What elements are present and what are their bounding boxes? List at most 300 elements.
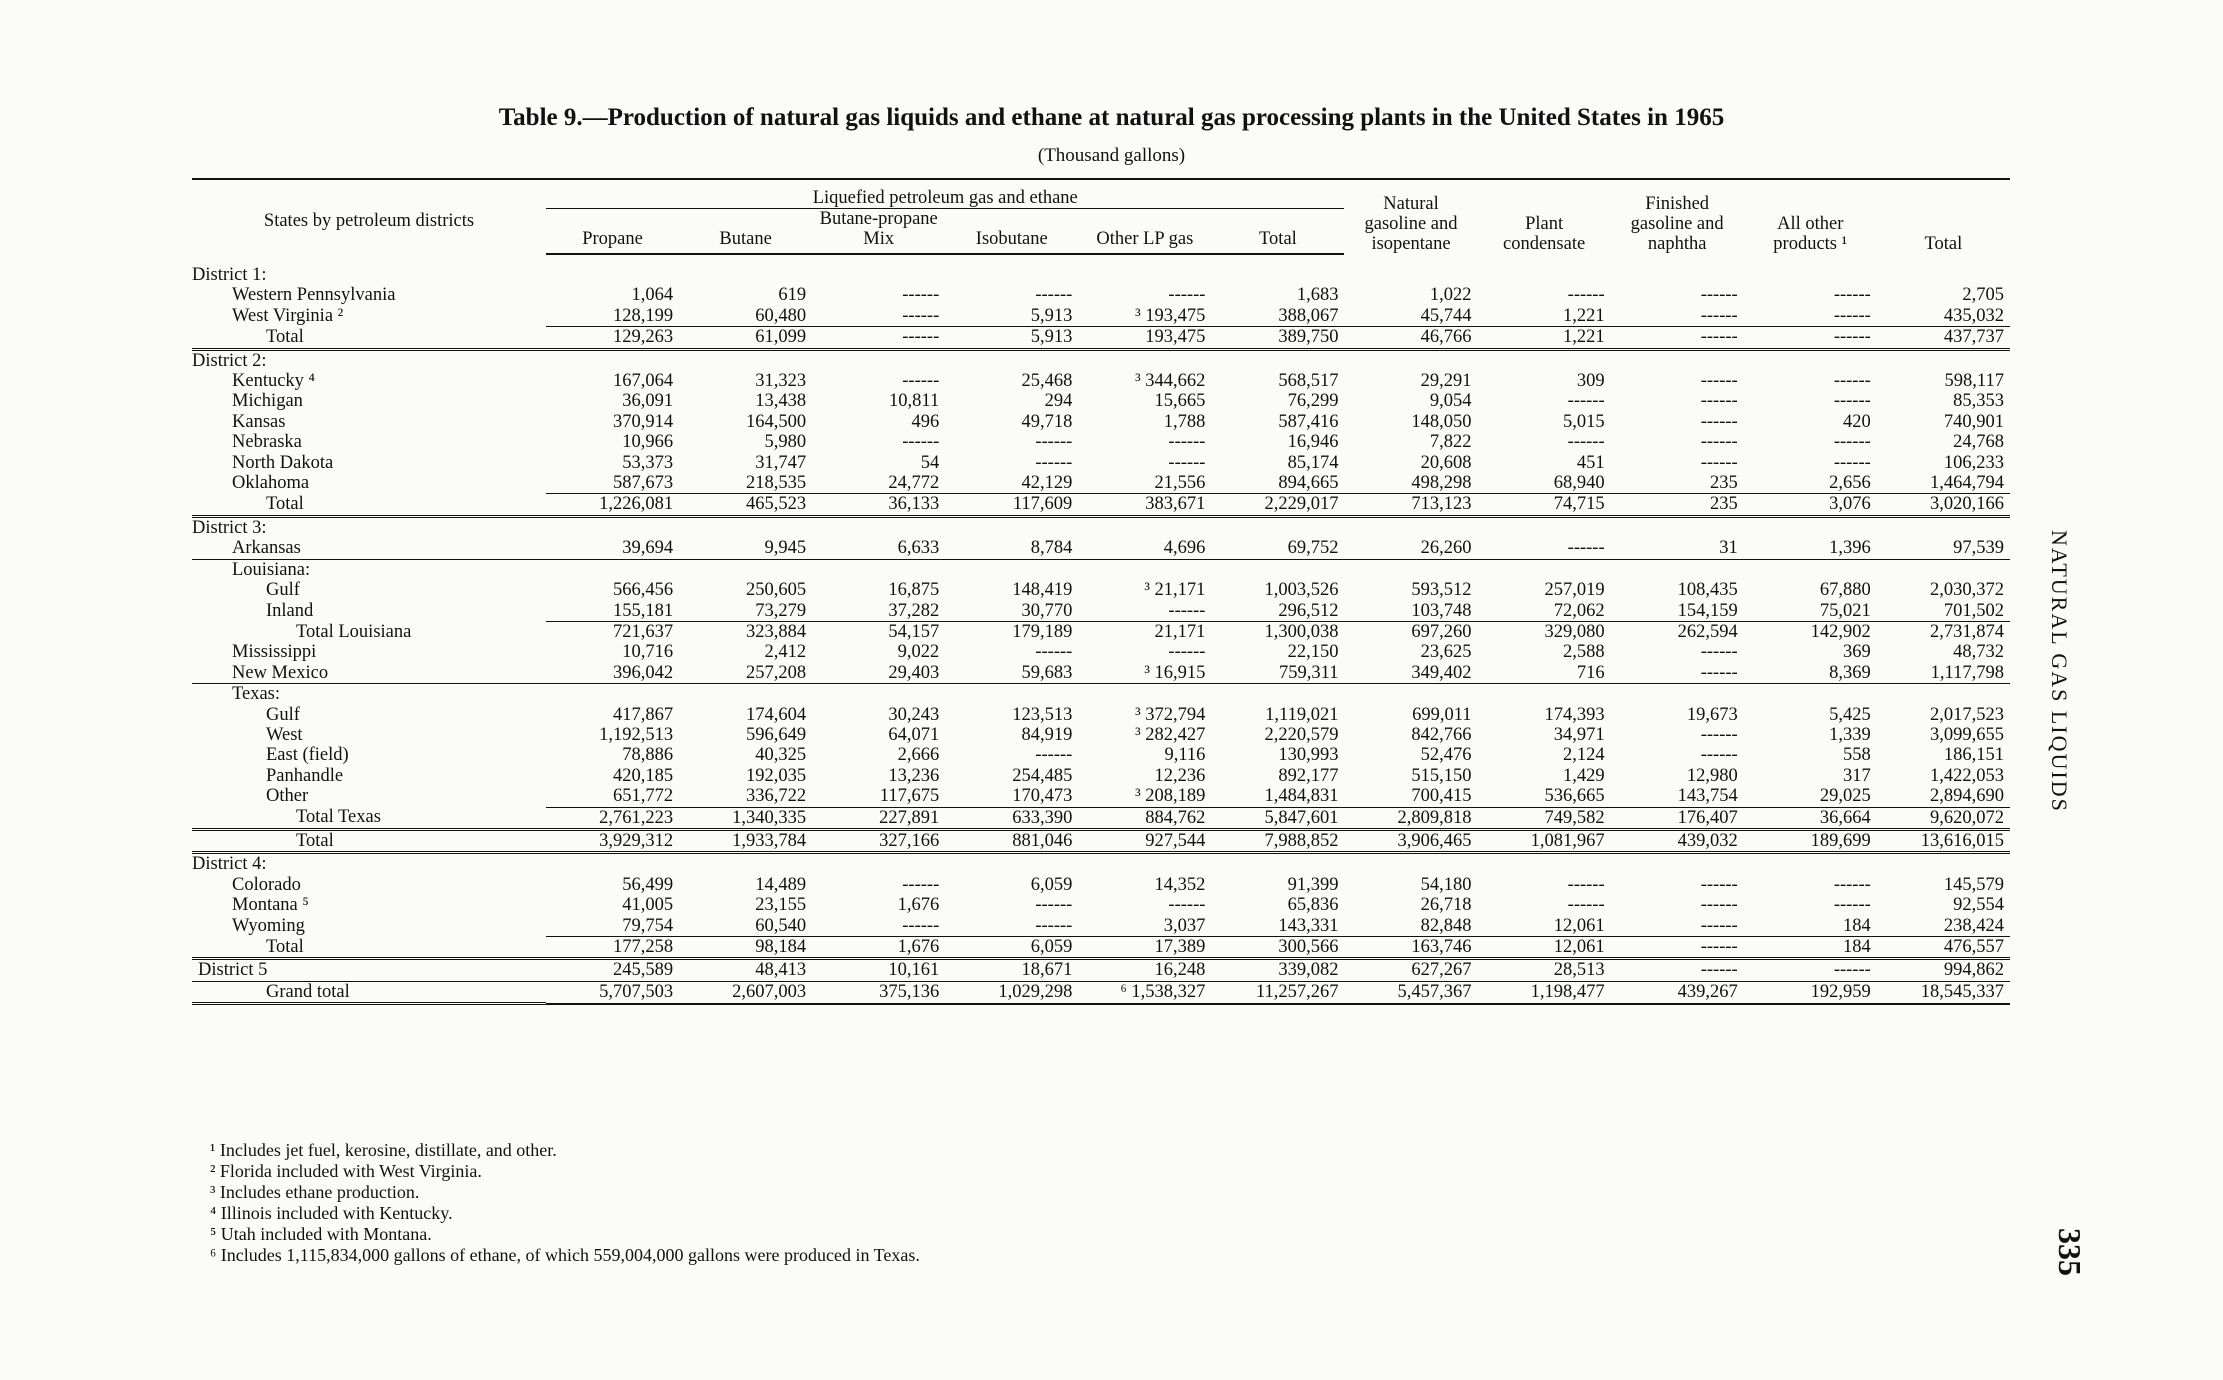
table-title: Table 9.—Production of natural gas liquids and ethane at natural gas processing plants in the United States in 1965: [498, 104, 1725, 131]
table-cell: 2,705: [1962, 285, 2004, 306]
table-cell: [1744, 265, 1877, 285]
table-cell: [1478, 349, 1611, 371]
table-cell: [679, 853, 812, 875]
table-cell: 2,229,017: [1211, 494, 1344, 516]
table-cell: 174,393: [1544, 704, 1605, 725]
header-natural-gasoline: Natural gasoline and isopentane: [1364, 194, 1458, 254]
table-row: [192, 959, 2010, 981]
table-cell: 235: [1611, 494, 1744, 516]
row-label: Gulf: [266, 704, 300, 725]
table-cell: 67,880: [1819, 580, 1871, 601]
header-plant-condensate: Plant condensate: [1502, 214, 1586, 254]
table-cell: 26,260: [1344, 538, 1477, 559]
table-cell: 98,184: [679, 937, 812, 959]
table-cell: [812, 516, 945, 538]
table-cell: ------: [902, 915, 940, 936]
table-cell: ------: [1611, 937, 1744, 959]
table-cell: [546, 684, 679, 705]
table-row: [192, 853, 2010, 875]
table-row: [192, 473, 2010, 494]
table-cell: [1078, 684, 1211, 705]
table-row: [192, 916, 2010, 937]
table-cell: [1078, 559, 1211, 580]
table-cell: [1744, 516, 1877, 538]
table-cell: 262,594: [1611, 621, 1744, 642]
table-row: [192, 306, 2010, 327]
header-lpg-total: Total: [1211, 209, 1344, 255]
table-cell: 8,369: [1744, 663, 1877, 684]
table-cell: 627,267: [1344, 959, 1477, 981]
table-cell: 1,029,298: [945, 981, 1078, 1003]
row-label: Total: [192, 327, 546, 349]
table-cell: [1877, 853, 2010, 875]
table-cell: 148,050: [1411, 411, 1472, 432]
table-cell: 5,015: [1563, 411, 1605, 432]
table-row: [192, 327, 2010, 349]
table-cell: 476,557: [1877, 937, 2010, 959]
table-cell: 2,412: [764, 642, 807, 663]
table-cell: 25,468: [1021, 371, 1073, 392]
table-cell: 1,464,794: [1930, 473, 2004, 494]
table-cell: 10,966: [622, 432, 674, 453]
table-cell: [1877, 265, 2010, 285]
table-row: [192, 705, 2010, 725]
table-row: [192, 684, 2010, 705]
table-cell: 227,891: [812, 807, 945, 829]
row-label: District 2:: [192, 350, 267, 371]
table-cell: 29,403: [812, 663, 945, 684]
row-label: East (field): [266, 745, 349, 766]
row-label: Kentucky ⁴: [232, 371, 315, 392]
table-cell: 5,707,503: [546, 981, 679, 1003]
table-cell: 2,030,372: [1930, 580, 2004, 601]
table-cell: 713,123: [1344, 494, 1477, 516]
table-cell: ------: [902, 432, 940, 453]
table-cell: 85,353: [1953, 391, 2004, 412]
table-cell: 60,540: [755, 915, 807, 936]
row-label: Colorado: [232, 874, 301, 895]
table-cell: 496: [911, 411, 940, 432]
table-cell: 54,157: [812, 621, 945, 642]
table-cell: 53,373: [622, 452, 674, 473]
table-cell: 9,054: [1429, 391, 1472, 412]
table-cell: ------: [902, 874, 940, 895]
table-cell: 396,042: [546, 663, 679, 684]
table-cell: [679, 265, 812, 285]
table-cell: [1344, 853, 1477, 875]
table-cell: 79,754: [622, 915, 674, 936]
header-finished-gasoline: Finished gasoline and naphtha: [1630, 194, 1724, 254]
table-cell: 1,221: [1478, 327, 1611, 349]
table-cell: 12,061: [1553, 915, 1605, 936]
table-cell: [1344, 684, 1477, 705]
row-label: District 5: [192, 959, 546, 981]
table-cell: 336,722: [746, 786, 807, 807]
row-label: District 4:: [192, 854, 267, 875]
header-butane: Butane: [679, 209, 812, 255]
row-label: Total Louisiana: [296, 621, 412, 642]
row-label: Total: [192, 829, 546, 852]
table-cell: 5,425: [1829, 704, 1871, 725]
table-cell: 1,340,335: [679, 807, 812, 829]
table-cell: 323,884: [679, 621, 812, 642]
table-cell: 536,665: [1544, 786, 1605, 807]
footnotes: [210, 1140, 920, 1266]
table-cell: 84,919: [1021, 724, 1073, 745]
table-cell: [1744, 349, 1877, 371]
table-cell: [945, 559, 1078, 580]
table-cell: 60,480: [755, 305, 807, 326]
table-cell: 10,161: [812, 959, 945, 981]
table-cell: 54: [920, 452, 940, 473]
table-cell: 587,673: [612, 473, 674, 494]
table-cell: [1611, 349, 1744, 371]
table-cell: 59,683: [945, 663, 1078, 684]
table-cell: 749,582: [1478, 807, 1611, 829]
row-label: Mississippi: [232, 642, 317, 663]
row-label: Western Pennsylvania: [232, 285, 396, 306]
table-cell: [1344, 516, 1477, 538]
table-cell: 1,396: [1744, 538, 1877, 559]
footnote-6: ⁶ Includes 1,115,834,000 gallons of ethane, of which 559,004,000 gallons were produced in Texas.: [210, 1245, 920, 1265]
table-row: [192, 663, 2010, 684]
table-cell: [1344, 559, 1477, 580]
table-body: [192, 265, 2010, 1004]
table-cell: ------: [1035, 642, 1073, 663]
table-cell: 1,422,053: [1930, 765, 2004, 786]
table-cell: [812, 684, 945, 705]
table-cell: 117,675: [879, 786, 940, 807]
table-row: [192, 937, 2010, 959]
table-cell: [1611, 516, 1744, 538]
table-cell: 17,389: [1078, 937, 1211, 959]
table-row: [192, 453, 2010, 473]
table-cell: 148,419: [1012, 580, 1073, 601]
table-row: [192, 285, 2010, 305]
table-cell: ------: [1700, 895, 1738, 916]
table-cell: 12,061: [1478, 937, 1611, 959]
table-row: [192, 538, 2010, 559]
table-cell: 884,762: [1078, 807, 1211, 829]
row-label: North Dakota: [232, 452, 334, 473]
table-cell: 143,331: [1278, 915, 1339, 936]
table-cell: 154,159: [1677, 600, 1738, 621]
table-row: [192, 391, 2010, 411]
table-cell: 12,980: [1686, 765, 1738, 786]
table-cell: ------: [1567, 432, 1605, 453]
table-cell: 76,299: [1287, 391, 1339, 412]
table-cell: 1,117,798: [1877, 663, 2010, 684]
table-cell: ³ 344,662: [1135, 371, 1206, 392]
table-cell: 52,476: [1420, 745, 1472, 766]
table-cell: 1,676: [897, 895, 940, 916]
row-label: Oklahoma: [232, 473, 310, 494]
table-cell: ------: [1168, 452, 1206, 473]
table-cell: 498,298: [1411, 473, 1472, 494]
table-cell: ------: [1833, 285, 1871, 306]
table-cell: 26,718: [1420, 895, 1472, 916]
table-cell: 13,616,015: [1877, 829, 2010, 852]
table-cell: [679, 516, 812, 538]
table-cell: 701,502: [1943, 600, 2004, 621]
table-cell: 294: [1044, 391, 1073, 412]
table-cell: [812, 559, 945, 580]
table-cell: ------: [1700, 391, 1738, 412]
table-cell: 257,019: [1544, 580, 1605, 601]
table-cell: 177,258: [546, 937, 679, 959]
header-all-other-products: All other products ¹: [1773, 214, 1848, 254]
table-cell: 37,282: [888, 600, 940, 621]
table-cell: 46,766: [1344, 327, 1477, 349]
table-cell: 39,694: [546, 538, 679, 559]
table-cell: ------: [1700, 285, 1738, 306]
table-cell: 9,022: [897, 642, 940, 663]
table-cell: ------: [1168, 285, 1206, 306]
table-cell: 21,171: [1078, 621, 1211, 642]
table-cell: 75,021: [1819, 600, 1871, 621]
table-cell: 68,940: [1553, 473, 1605, 494]
table-cell: 11,257,267: [1211, 981, 1344, 1003]
table-cell: 1,676: [812, 937, 945, 959]
row-label: Total: [192, 937, 546, 959]
table-cell: ------: [1035, 432, 1073, 453]
table-cell: 36,091: [622, 391, 674, 412]
table-cell: 417,867: [612, 704, 674, 725]
table-cell: 383,671: [1078, 494, 1211, 516]
table-cell: ------: [1700, 915, 1738, 936]
table-row: [192, 745, 2010, 765]
table-cell: [679, 684, 812, 705]
running-head: NATURAL GAS LIQUIDS: [2047, 530, 2072, 813]
row-label: Michigan: [232, 391, 303, 412]
table-cell: ------: [1035, 745, 1073, 766]
table-cell: 163,746: [1344, 937, 1477, 959]
table-cell: 164,500: [746, 411, 807, 432]
table-cell: 5,847,601: [1211, 807, 1344, 829]
table-cell: 143,754: [1677, 786, 1738, 807]
table-cell: 5,913: [1030, 305, 1073, 326]
table-cell: [1344, 265, 1477, 285]
row-label: Arkansas: [192, 538, 546, 559]
table-cell: 1,221: [1563, 305, 1605, 326]
table-cell: 296,512: [1278, 600, 1339, 621]
table-cell: 3,929,312: [546, 829, 679, 852]
header-states: States by petroleum districts: [263, 211, 475, 231]
table-cell: ------: [1168, 642, 1206, 663]
table-cell: [1744, 684, 1877, 705]
table-cell: 18,671: [945, 959, 1078, 981]
table-cell: 24,772: [888, 473, 940, 494]
table-cell: 317: [1843, 765, 1871, 786]
table-cell: 61,099: [679, 327, 812, 349]
table-cell: ------: [1700, 642, 1738, 663]
table-cell: 2,809,818: [1344, 807, 1477, 829]
table-row: [192, 807, 2010, 829]
table-cell: 250,605: [746, 580, 807, 601]
table-cell: ------: [1744, 959, 1877, 981]
table-cell: ------: [1567, 391, 1605, 412]
table-cell: 699,011: [1412, 704, 1472, 725]
table-cell: 633,390: [945, 807, 1078, 829]
table-cell: 254,485: [1012, 765, 1073, 786]
table-cell: 927,544: [1078, 829, 1211, 852]
table-cell: 1,226,081: [546, 494, 679, 516]
table-cell: ------: [1700, 305, 1738, 326]
table-cell: 15,665: [1154, 391, 1206, 412]
table-cell: [945, 265, 1078, 285]
table-cell: 598,117: [1944, 371, 2004, 392]
table-cell: [945, 684, 1078, 705]
table-cell: 439,267: [1611, 981, 1744, 1003]
table-cell: 24,768: [1953, 432, 2004, 453]
table-cell: ------: [902, 305, 940, 326]
table-cell: ------: [1700, 745, 1738, 766]
row-label: Gulf: [266, 580, 300, 601]
table-cell: 130,993: [1278, 745, 1339, 766]
table-cell: 186,151: [1943, 745, 2004, 766]
table-cell: 1,198,477: [1478, 981, 1611, 1003]
table-cell: 42,129: [1021, 473, 1073, 494]
table-cell: 651,772: [612, 786, 674, 807]
table-cell: 9,945: [679, 538, 812, 559]
table-row: [192, 265, 2010, 285]
table-cell: 23,155: [755, 895, 807, 916]
table-row: [192, 642, 2010, 662]
table-cell: 72,062: [1553, 600, 1605, 621]
table-cell: 10,811: [889, 391, 940, 412]
table-cell: [812, 265, 945, 285]
table-cell: 4,696: [1078, 538, 1211, 559]
table-cell: 994,862: [1877, 959, 2010, 981]
table-subtitle: (Thousand gallons): [1037, 145, 1186, 166]
table-cell: ³ 208,189: [1135, 786, 1206, 807]
table-row: [192, 432, 2010, 452]
row-label: Texas:: [232, 684, 281, 705]
table-cell: ------: [902, 371, 940, 392]
table-cell: 593,512: [1411, 580, 1472, 601]
table-cell: 12,236: [1154, 765, 1206, 786]
table-cell: ------: [1567, 874, 1605, 895]
header-butane-propane-mix: Butane-propane Mix: [812, 209, 945, 255]
footnote-3: ³ Includes ethane production.: [210, 1182, 420, 1202]
table-cell: [546, 349, 679, 371]
table-cell: 238,424: [1943, 915, 2004, 936]
table-cell: ------: [902, 285, 940, 306]
table-cell: 420,185: [612, 765, 674, 786]
table-cell: ------: [1833, 452, 1871, 473]
table-cell: 257,208: [679, 663, 812, 684]
table-cell: ------: [1833, 874, 1871, 895]
table-cell: 740,901: [1943, 411, 2004, 432]
table-cell: [1211, 559, 1344, 580]
table-cell: ------: [812, 327, 945, 349]
table-cell: ³ 21,171: [1144, 580, 1206, 601]
table-row: [192, 895, 2010, 915]
table-cell: [1078, 516, 1211, 538]
table-cell: 1,081,967: [1478, 829, 1611, 852]
table-cell: [1744, 853, 1877, 875]
table-cell: ³ 372,794: [1135, 704, 1206, 725]
table-row: [192, 981, 2010, 1003]
table-cell: 6,059: [945, 937, 1078, 959]
table-cell: [1078, 349, 1211, 371]
table-cell: 515,150: [1411, 765, 1472, 786]
table-cell: 189,699: [1744, 829, 1877, 852]
table-cell: 36,133: [812, 494, 945, 516]
table-cell: 21,556: [1154, 473, 1206, 494]
table-row: [192, 875, 2010, 895]
table-cell: 558: [1843, 745, 1871, 766]
header-grand-total: Total: [1924, 234, 1963, 254]
table-cell: ------: [1168, 600, 1206, 621]
table-cell: [1611, 559, 1744, 580]
table-cell: 1,022: [1429, 285, 1472, 306]
table-cell: 1,064: [631, 285, 674, 306]
row-label: Kansas: [232, 411, 286, 432]
table-cell: 108,435: [1677, 580, 1738, 601]
table-cell: [1478, 265, 1611, 285]
table-cell: ------: [1611, 663, 1744, 684]
table-cell: [1877, 559, 2010, 580]
table-cell: [812, 853, 945, 875]
header-isobutane: Isobutane: [945, 209, 1078, 255]
table-row: [192, 829, 2010, 852]
table-cell: ------: [1700, 874, 1738, 895]
table-cell: 13,438: [755, 391, 807, 412]
table-cell: 2,017,523: [1930, 704, 2004, 725]
row-label: Inland: [266, 600, 314, 621]
table-cell: 1,933,784: [679, 829, 812, 852]
table-cell: 23,625: [1420, 642, 1472, 663]
table-cell: 18,545,337: [1877, 981, 2010, 1003]
table-cell: ------: [1611, 327, 1744, 349]
table-cell: [679, 349, 812, 371]
row-label: New Mexico: [192, 663, 546, 684]
table-cell: 2,220,579: [1264, 724, 1339, 745]
table-cell: [1211, 853, 1344, 875]
table-row: [192, 516, 2010, 538]
table-cell: [546, 853, 679, 875]
table-cell: [1611, 265, 1744, 285]
footnote-5: ⁵ Utah included with Montana.: [210, 1224, 432, 1244]
table-cell: [1611, 684, 1744, 705]
table-cell: 73,279: [755, 600, 807, 621]
table-cell: 881,046: [945, 829, 1078, 852]
row-label: West Virginia ²: [232, 306, 344, 327]
table-cell: 2,607,003: [679, 981, 812, 1003]
table-cell: [812, 349, 945, 371]
row-label: Louisiana:: [232, 559, 311, 580]
table-cell: 2,894,690: [1930, 786, 2004, 807]
table-cell: 40,325: [755, 745, 807, 766]
table-cell: 339,082: [1211, 959, 1344, 981]
table-cell: 6,059: [1030, 874, 1073, 895]
table-cell: 10,716: [622, 642, 674, 663]
table-cell: 2,124: [1563, 745, 1605, 766]
table-cell: 9,620,072: [1877, 807, 2010, 829]
table-cell: 30,770: [1021, 600, 1073, 621]
table-cell: 235: [1709, 473, 1738, 494]
table-row: [192, 559, 2010, 580]
table-cell: [1478, 516, 1611, 538]
table-cell: 892,177: [1278, 765, 1339, 786]
table-cell: 36,664: [1744, 807, 1877, 829]
table-cell: 3,020,166: [1877, 494, 2010, 516]
table-cell: 3,037: [1163, 915, 1206, 936]
row-label: Wyoming: [232, 915, 305, 936]
table-cell: 31,323: [755, 371, 807, 392]
table-cell: 48,732: [1953, 642, 2004, 663]
